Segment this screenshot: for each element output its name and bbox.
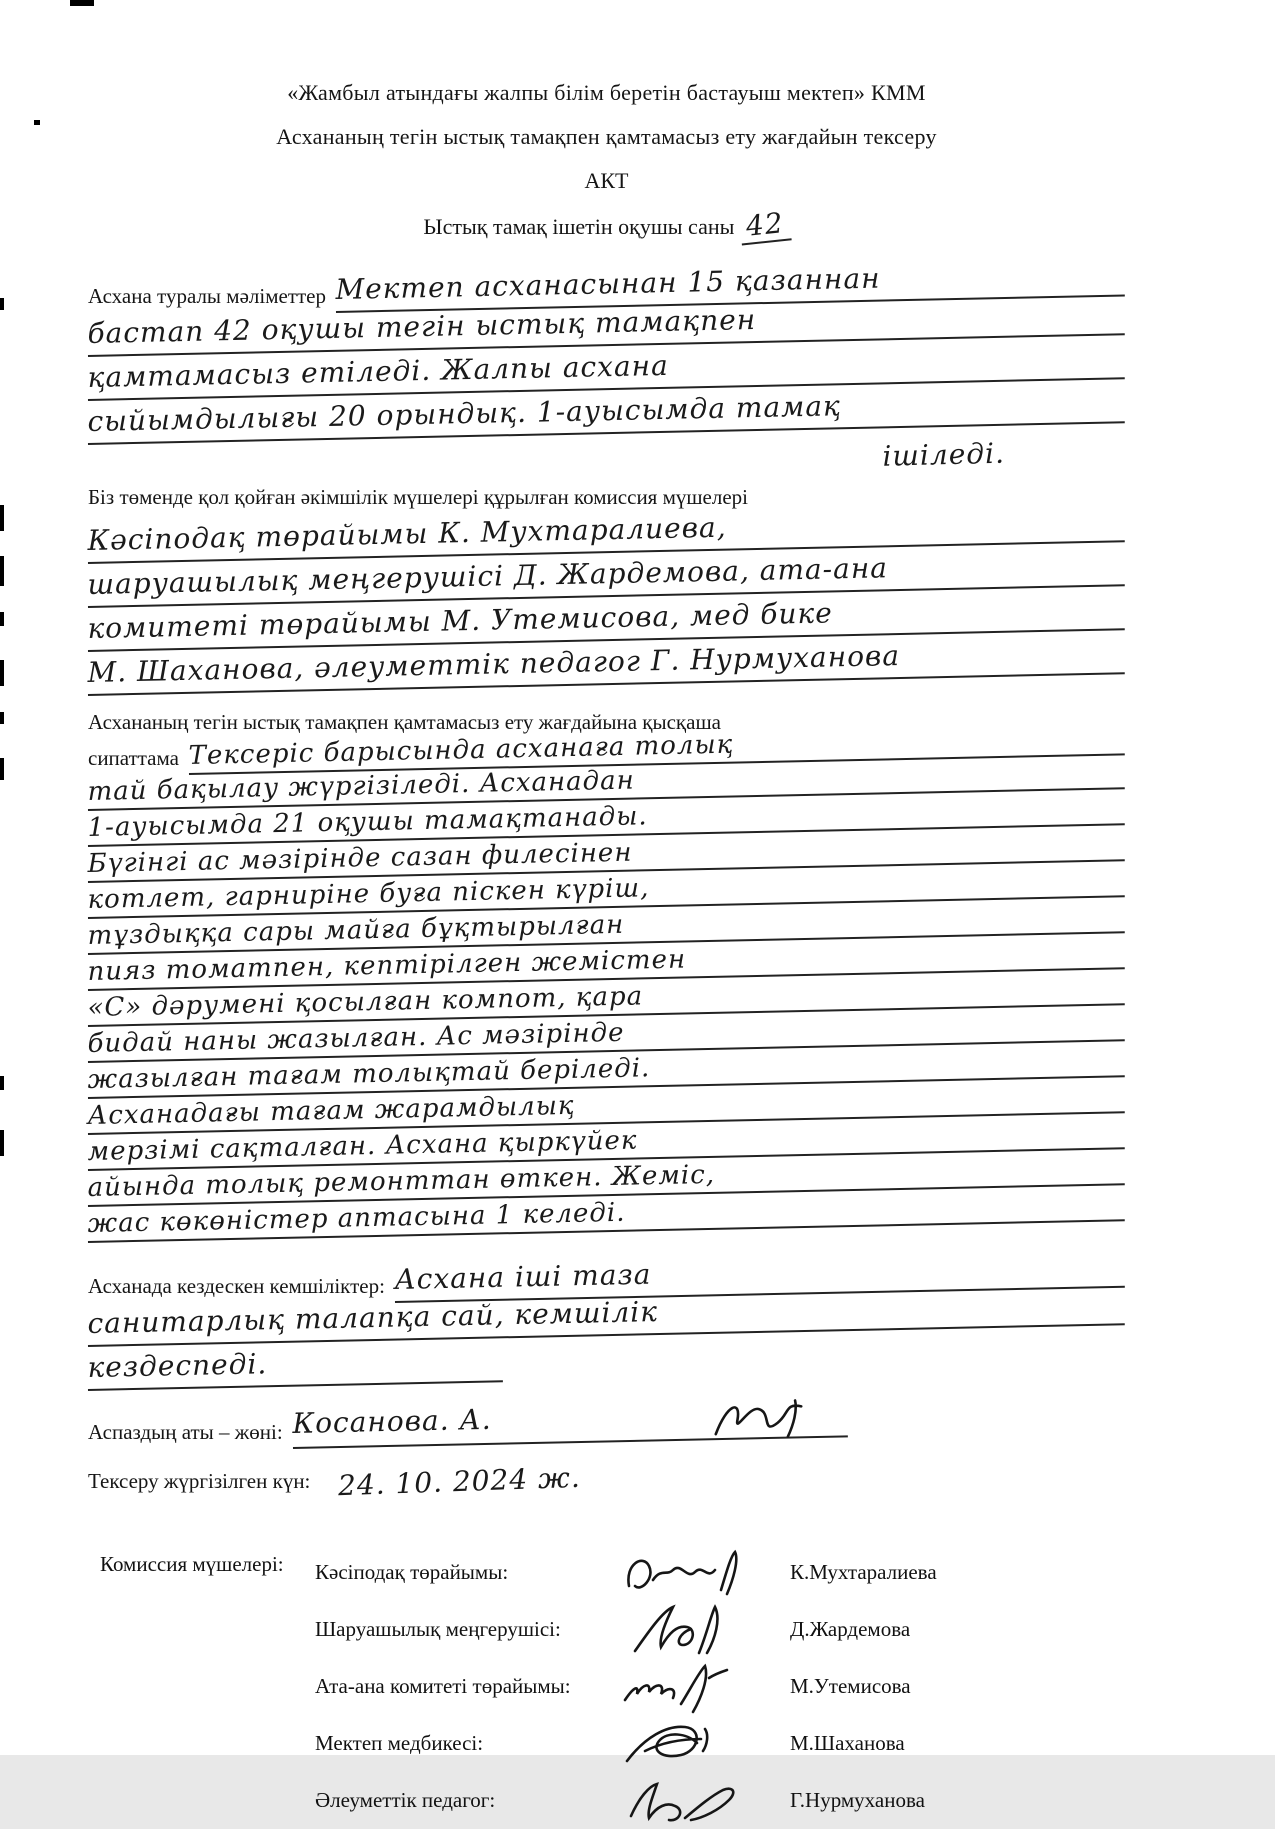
signature bbox=[615, 1546, 790, 1600]
deficiencies-section bbox=[88, 1259, 1125, 1391]
commission-row bbox=[315, 1658, 1125, 1715]
scan-artifact bbox=[0, 505, 4, 531]
scan-artifact bbox=[34, 120, 40, 125]
handwritten-line: бастап 42 оқушы тегін ыстық тамақпен bbox=[87, 291, 1125, 357]
document-type: АКТ bbox=[584, 168, 629, 193]
inspection-date-label: Тексеру жүргізілген күн: bbox=[88, 1469, 311, 1493]
canteen-info-label: Асхана туралы мәліметтер bbox=[88, 284, 326, 308]
scan-artifact bbox=[0, 758, 4, 780]
scan-artifact bbox=[0, 612, 4, 626]
handwritten-line: «С» дәрумені қосылған компот, қара bbox=[87, 969, 1125, 1027]
description-label: Асхананың тегін ыстық тамақпен қамтамасыз ету жағдайына қысқаша bbox=[88, 710, 721, 734]
handwritten-line: Тексеріс барысында асханаға толық bbox=[188, 719, 1125, 775]
commission-role: Мектеп медбикесі: bbox=[315, 1731, 484, 1755]
scan-artifact bbox=[70, 0, 94, 6]
handwritten-line: Асхана іші таза bbox=[394, 1244, 1125, 1303]
inspection-date-row bbox=[88, 1460, 1125, 1503]
handwritten-line: пияз томатпен, кептірілген жемістен bbox=[87, 933, 1125, 991]
description-section bbox=[88, 710, 1125, 1243]
cook-name-row bbox=[88, 1401, 848, 1449]
commission-name: М.Шаханова bbox=[790, 1731, 905, 1755]
cook-signature bbox=[697, 1394, 818, 1443]
handwritten-line: мерзімі сақталған. Асхана қыркүйек bbox=[87, 1113, 1125, 1171]
commission-row bbox=[315, 1772, 1125, 1829]
commission-name: Д.Жардемова bbox=[790, 1617, 911, 1641]
handwritten-line: тай бақылау жүргізіледі. Асханадан bbox=[87, 753, 1125, 811]
handwritten-line: қамтамасыз етіледі. Жалпы асхана bbox=[87, 335, 1125, 401]
scan-artifact bbox=[0, 1076, 4, 1090]
handwritten-line: сыйымдылығы 20 орындық. 1-ауысымда тамақ bbox=[87, 379, 1125, 445]
commission-intro-label: Біз төменде қол қойған әкімшілік мүшелері құрылған комиссия мүшелері bbox=[88, 485, 749, 509]
students-count-value: 42 bbox=[738, 206, 791, 246]
handwritten-line: тұздыққа сары майға бұқтырылған bbox=[87, 897, 1125, 955]
commission-members-label: Комиссия мүшелері: bbox=[100, 1552, 284, 1576]
commission-role: Кәсіподақ төрайымы: bbox=[315, 1560, 509, 1584]
commission-row bbox=[315, 1544, 1125, 1601]
cook-name-label: Аспаздың аты – жөні: bbox=[88, 1420, 283, 1444]
scan-artifact bbox=[0, 1130, 4, 1156]
scan-artifact bbox=[0, 660, 4, 686]
document-org-title: «Жамбыл атындағы жалпы білім беретін бастауыш мектеп» КММ bbox=[287, 80, 926, 105]
commission-row bbox=[315, 1715, 1125, 1772]
commission-name: Г.Нурмуханова bbox=[790, 1788, 925, 1812]
document-subtitle: Асхананың тегін ыстық тамақпен қамтамасыз ету жағдайын тексеру bbox=[276, 124, 937, 149]
commission-role: Шаруашылық меңгерушісі: bbox=[315, 1617, 561, 1641]
commission-members-block bbox=[88, 1544, 1125, 1829]
handwritten-line: Асханадағы тағам жарамдылық bbox=[87, 1077, 1125, 1135]
commission-role: Ата-ана комитеті төрайымы: bbox=[315, 1674, 571, 1698]
scan-artifact bbox=[0, 712, 4, 724]
handwritten-line: санитарлық талапқа сай, кемшілік bbox=[87, 1281, 1125, 1347]
commission-role: Әлеуметтік педагог: bbox=[315, 1788, 496, 1812]
handwritten-line: кездеспеді. bbox=[87, 1338, 503, 1391]
handwritten-line: Мектеп асханасынан 15 қазаннан bbox=[335, 252, 1125, 313]
commission-row bbox=[315, 1601, 1125, 1658]
signature bbox=[615, 1660, 790, 1714]
description-label-2: сипаттама bbox=[88, 746, 179, 770]
cook-name-value: Косанова. А. bbox=[292, 1389, 848, 1449]
commission-intro-section bbox=[88, 485, 1125, 696]
handwritten-line: жас көкөністер аптасына 1 келеді. bbox=[87, 1185, 1125, 1243]
signature bbox=[615, 1603, 790, 1657]
handwritten-line: жазылған тағам толықтай беріледі. bbox=[87, 1041, 1125, 1099]
handwritten-line: комитеті төрайымы М. Утемисова, мед бике bbox=[87, 586, 1125, 652]
commission-name: М.Утемисова bbox=[790, 1674, 911, 1698]
students-count-line bbox=[88, 208, 1125, 243]
handwritten-line: котлет, гарниріне буға піскен күріш, bbox=[87, 861, 1125, 919]
handwritten-line: айында толық ремонттан өткен. Жеміс, bbox=[87, 1149, 1125, 1207]
inspection-date-value: 24. 10. 2024 ж. bbox=[337, 1460, 582, 1503]
canteen-info-section bbox=[87, 261, 1125, 483]
signature bbox=[615, 1774, 790, 1828]
scan-artifact bbox=[0, 298, 4, 310]
handwritten-line: шаруашылық меңгерушісі Д. Жардемова, ата-ана bbox=[87, 542, 1125, 608]
handwritten-line: М. Шаханова, әлеуметтік педагог Г. Нурмуханова bbox=[87, 630, 1125, 696]
handwritten-line: ішіледі. bbox=[882, 436, 1006, 473]
commission-name: К.Мухтаралиева bbox=[790, 1560, 937, 1584]
handwritten-line: бидай наны жазылған. Ас мәзірінде bbox=[87, 1005, 1125, 1063]
scan-artifact bbox=[0, 556, 4, 586]
deficiencies-label: Асханада кездескен кемшіліктер: bbox=[88, 1274, 385, 1298]
students-count-label: Ыстық тамақ ішетін оқушы саны bbox=[423, 214, 735, 239]
handwritten-line: 1-ауысымда 21 оқушы тамақтанады. bbox=[87, 789, 1125, 847]
handwritten-line: Бүгінгі ас мәзірінде сазан филесінен bbox=[87, 825, 1125, 883]
handwritten-line: Кәсіподақ төрайымы К. Мухтаралиева, bbox=[87, 498, 1125, 564]
signature bbox=[615, 1717, 790, 1771]
